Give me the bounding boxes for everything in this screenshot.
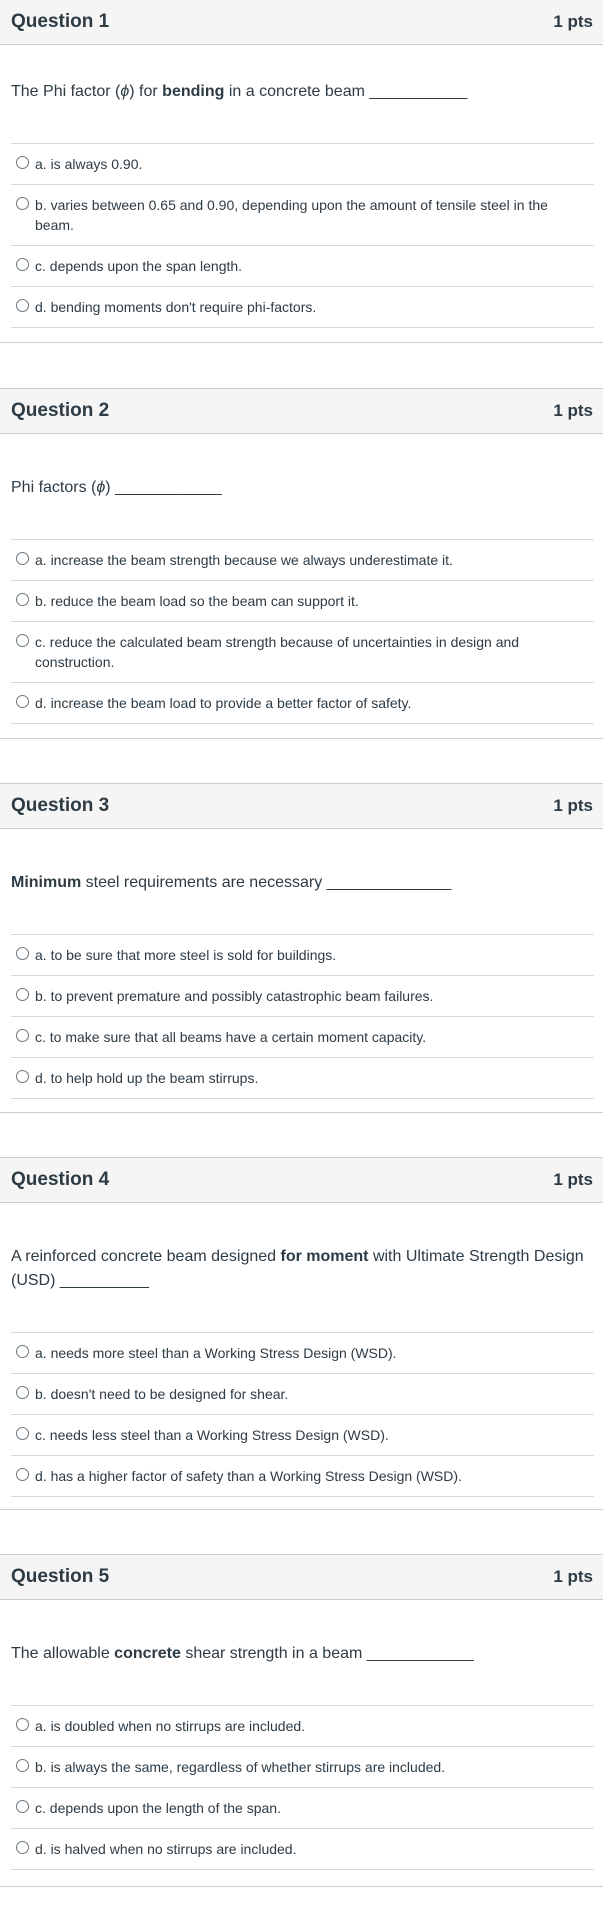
answer-option-d[interactable]: d. to help hold up the beam stirrups. [11,1058,594,1099]
answer-option-d[interactable]: d. is halved when no stirrups are included. [11,1829,594,1870]
radio-button[interactable] [16,258,29,271]
answer-option-a[interactable]: a. increase the beam strength because we always underestimate it. [11,540,594,581]
radio-button[interactable] [16,1759,29,1772]
radio-button[interactable] [16,1070,29,1083]
radio-button[interactable] [16,1345,29,1358]
question-text: Minimum steel requirements are necessary ______________ [11,874,452,891]
question-header [0,784,603,829]
answer-option-a[interactable]: a. is always 0.90. [11,144,594,185]
question-1 [0,0,603,343]
question-points: 1 pts [553,796,593,815]
radio-button[interactable] [16,1427,29,1440]
question-text: A reinforced concrete beam designed for moment with Ultimate Strength Design (USD) __________ [11,1248,584,1289]
question-text: The allowable concrete shear strength in a beam ____________ [11,1645,474,1662]
radio-button[interactable] [16,1718,29,1731]
answer-option-a[interactable]: a. to be sure that more steel is sold for buildings. [11,935,594,976]
answer-list [11,1705,594,1870]
answer-option-a[interactable]: a. needs more steel than a Working Stress Design (WSD). [11,1333,594,1374]
answer-option-d[interactable]: d. increase the beam load to provide a better factor of safety. [11,683,594,724]
answer-option-d[interactable]: d. has a higher factor of safety than a Working Stress Design (WSD). [11,1456,594,1497]
radio-button[interactable] [16,634,29,647]
question-title: Question 2 [11,400,110,421]
radio-button[interactable] [16,1468,29,1481]
radio-button[interactable] [16,1800,29,1813]
answer-option-b[interactable]: b. is always the same, regardless of whether stirrups are included. [11,1747,594,1788]
answer-option-b[interactable]: b. varies between 0.65 and 0.90, depending upon the amount of tensile steel in the beam. [11,185,594,246]
question-header [0,1158,603,1203]
question-text: The Phi factor (ϕ) for bending in a concrete beam ___________ [11,83,468,100]
answer-option-c[interactable]: c. to make sure that all beams have a certain moment capacity. [11,1017,594,1058]
answer-list [11,934,594,1099]
question-title: Question 5 [11,1566,110,1587]
radio-button[interactable] [16,552,29,565]
question-3 [0,783,603,1113]
question-points: 1 pts [553,1567,593,1586]
question-title: Question 1 [11,11,110,32]
answer-list [11,143,594,328]
radio-button[interactable] [16,988,29,1001]
answer-option-a[interactable]: a. is doubled when no stirrups are included. [11,1706,594,1747]
answer-option-c[interactable]: c. depends upon the span length. [11,246,594,287]
phi-symbol: ϕ [96,479,106,496]
radio-button[interactable] [16,1386,29,1399]
question-header [0,0,603,45]
question-points: 1 pts [553,12,593,31]
answer-option-d[interactable]: d. bending moments don't require phi-factors. [11,287,594,328]
radio-button[interactable] [16,1841,29,1854]
answer-list [11,1332,594,1497]
question-points: 1 pts [553,1170,593,1189]
question-points: 1 pts [553,401,593,420]
answer-list [11,539,594,724]
radio-button[interactable] [16,156,29,169]
radio-button[interactable] [16,947,29,960]
answer-option-c[interactable]: c. depends upon the length of the span. [11,1788,594,1829]
question-title: Question 4 [11,1169,110,1190]
question-header [0,389,603,434]
question-4 [0,1157,603,1510]
radio-button[interactable] [16,593,29,606]
answer-option-c[interactable]: c. needs less steel than a Working Stress Design (WSD). [11,1415,594,1456]
radio-button[interactable] [16,1029,29,1042]
phi-symbol: ϕ [120,83,130,100]
question-2 [0,388,603,739]
answer-option-b[interactable]: b. reduce the beam load so the beam can support it. [11,581,594,622]
answer-option-b[interactable]: b. doesn't need to be designed for shear. [11,1374,594,1415]
question-5 [0,1554,603,1887]
radio-button[interactable] [16,695,29,708]
answer-option-b[interactable]: b. to prevent premature and possibly catastrophic beam failures. [11,976,594,1017]
question-text: Phi factors (ϕ) ____________ [11,479,222,496]
question-title: Question 3 [11,795,110,816]
radio-button[interactable] [16,299,29,312]
answer-option-c[interactable]: c. reduce the calculated beam strength because of uncertainties in design and construction. [11,622,594,683]
radio-button[interactable] [16,197,29,210]
question-header [0,1555,603,1600]
